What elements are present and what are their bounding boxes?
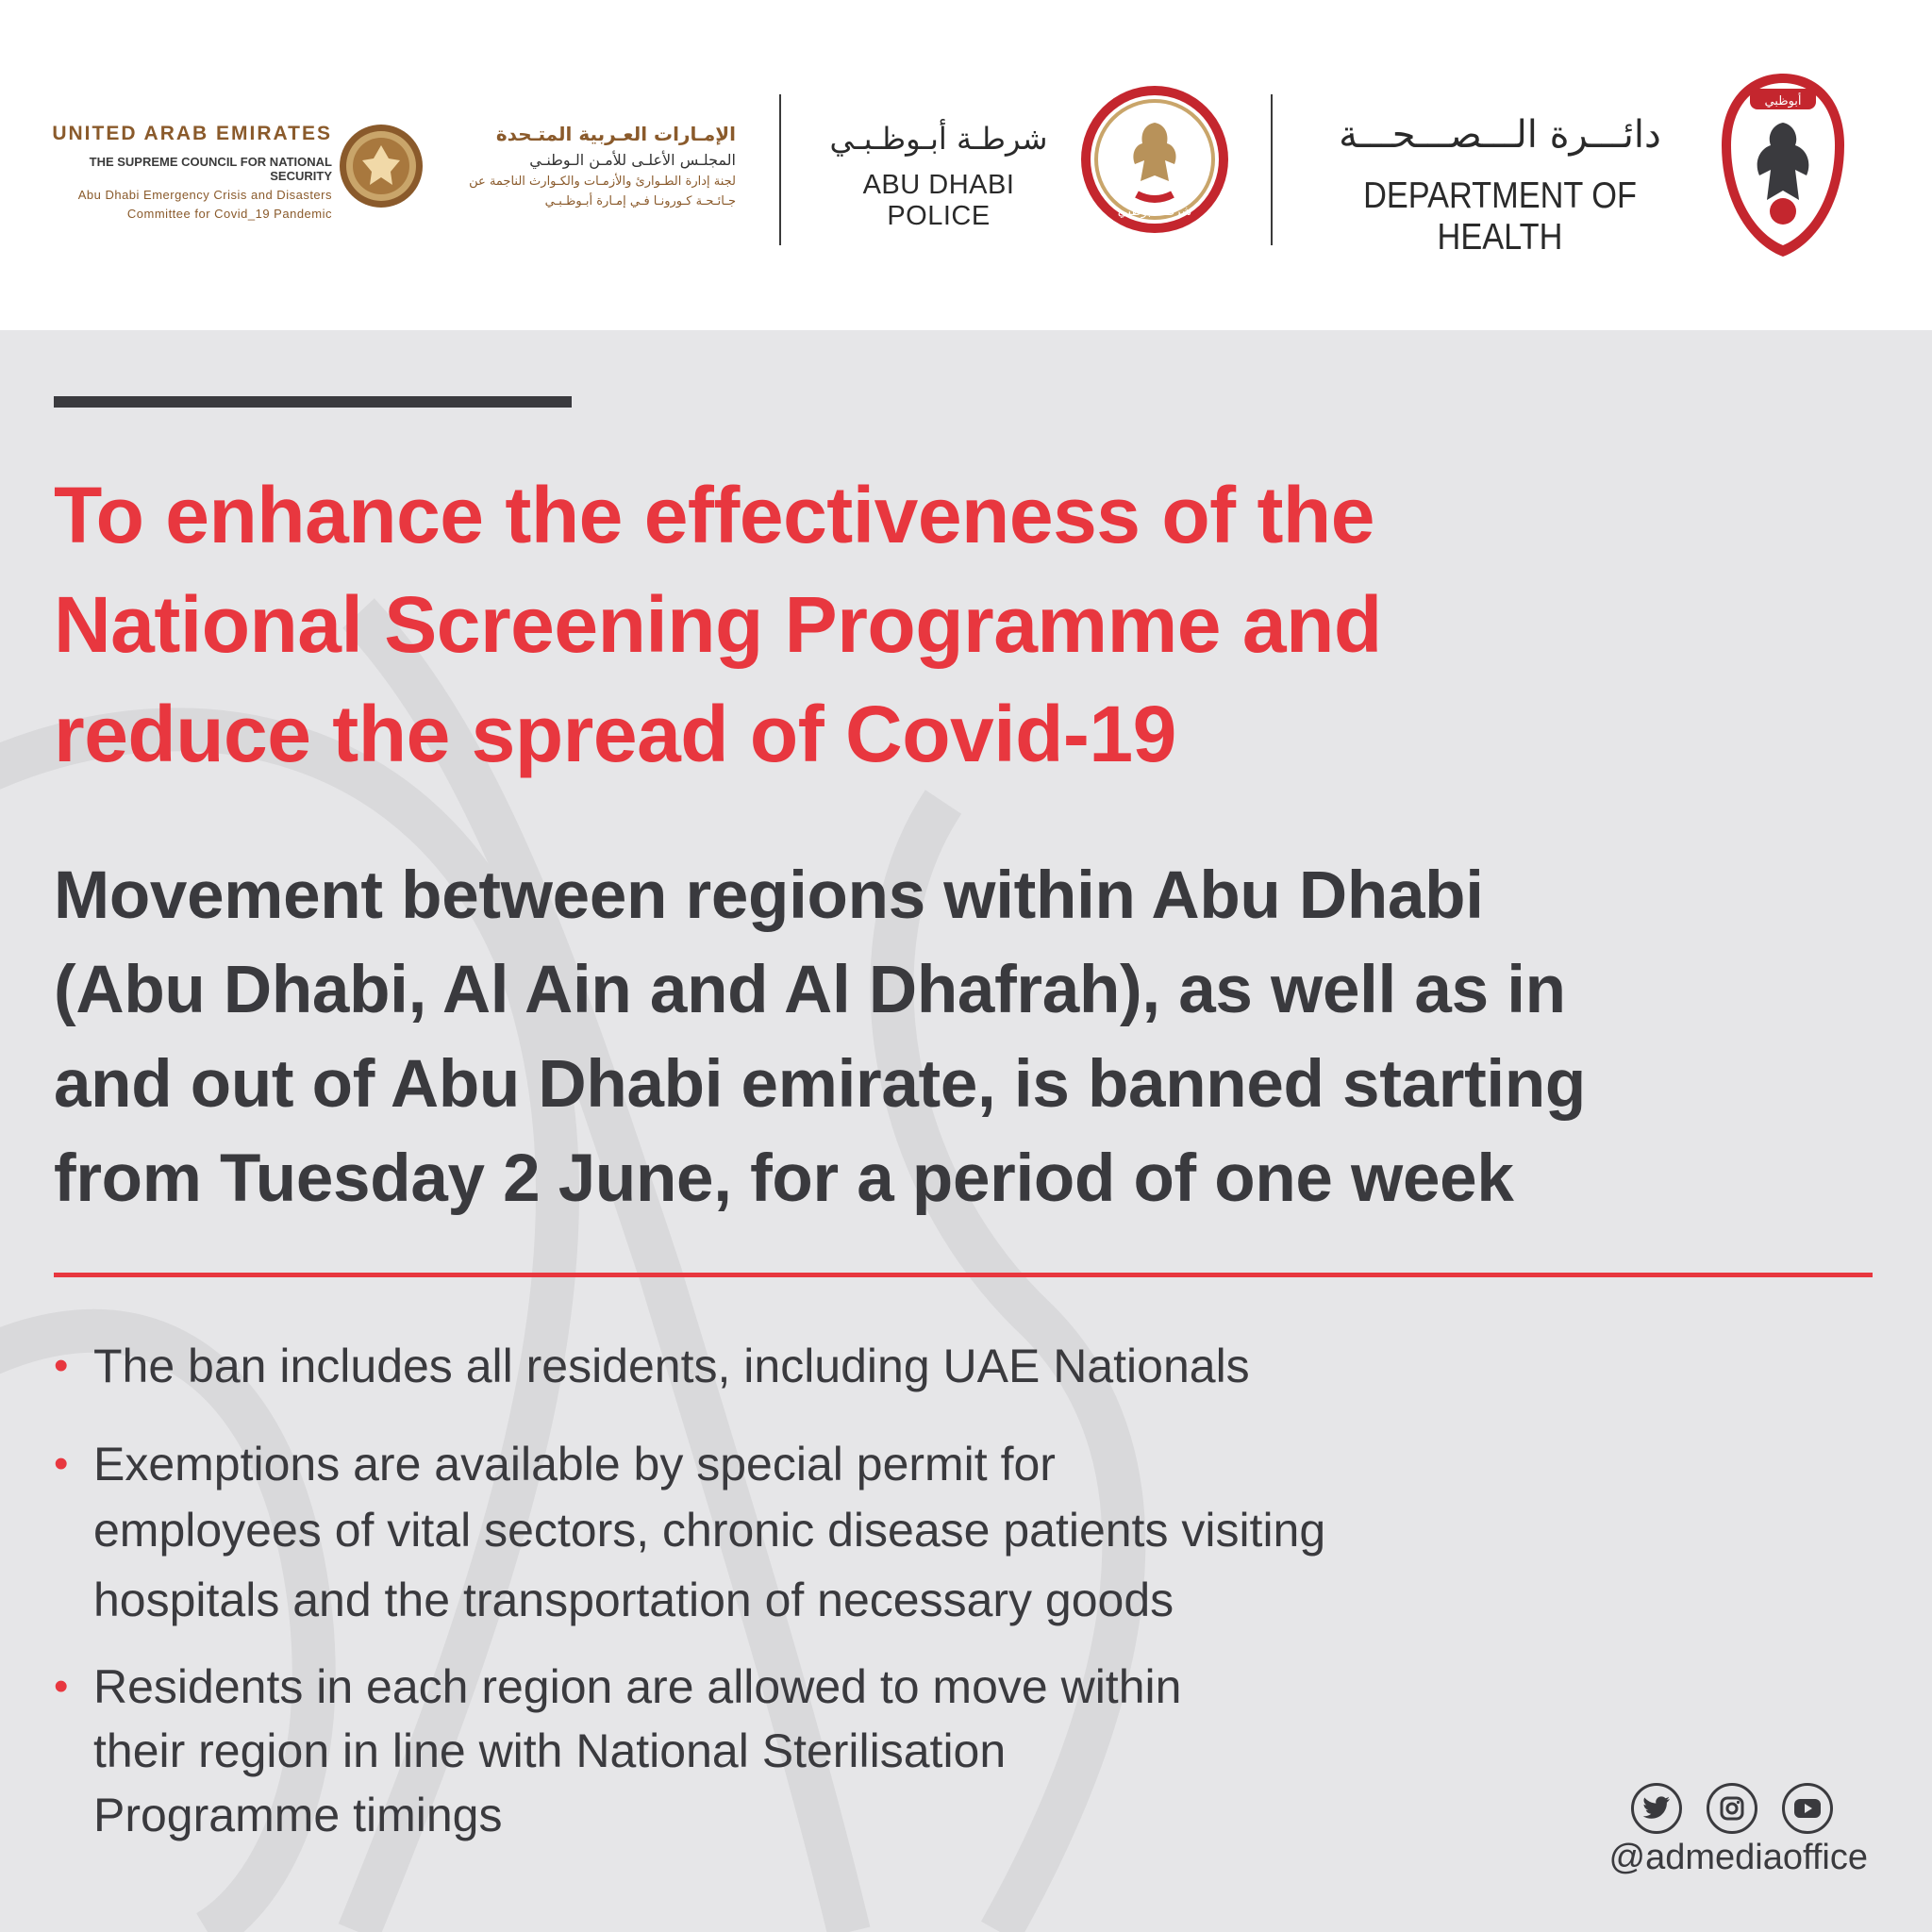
headline-line: National Screening Programme and (54, 580, 1382, 669)
announcement-text (54, 849, 1846, 1226)
headline-line: To enhance the effectiveness of the (54, 471, 1374, 559)
police-english-name: ABU DHABI POLICE (862, 170, 1015, 231)
bullet-item (54, 1655, 1752, 1847)
health-arabic-name: دائـــرة الـــصـــحـــة (1339, 113, 1661, 157)
instagram-icon[interactable] (1707, 1783, 1757, 1834)
bullet-text: hospitals and the transportation of necessary goods (93, 1574, 1174, 1626)
bullet-text: employees of vital sectors, chronic disease patients visiting (93, 1504, 1326, 1557)
health-emblem-text: أبوظبي (1764, 94, 1802, 108)
council-arabic-title: الإمـارات العـربية المتـحدة (495, 123, 736, 145)
announcement-line: Movement between regions within Abu Dhabi (54, 858, 1484, 933)
bullet-item (54, 1432, 1752, 1632)
council-arabic-line1: لجنة إدارة الطـوارئ والأزمـات والكـوارث الناجمة عن (469, 175, 736, 189)
youtube-icon[interactable] (1782, 1783, 1833, 1834)
council-arabic-subtitle: المجلـس الأعلـى للأمـن الـوطنـي (529, 151, 736, 169)
police-emblem-icon (1078, 83, 1231, 236)
council-title: UNITED ARAB EMIRATES (52, 123, 332, 144)
announcement-line: and out of Abu Dhabi emirate, is banned starting (54, 1047, 1586, 1122)
council-english-block (32, 123, 332, 221)
health-english-name: DEPARTMENT OF HEALTH (1363, 175, 1637, 258)
council-subtitle: THE SUPREME COUNCIL FOR NATIONAL SECURITY (89, 155, 332, 183)
bullet-text: Programme timings (93, 1789, 503, 1841)
bullet-dot: • (54, 1663, 69, 1709)
bullet-text: Exemptions are available by special permit for (93, 1438, 1056, 1491)
police-emblem-text: شرطة أبوظبي (1117, 205, 1192, 219)
announcement-line: (Abu Dhabi, Al Ain and Al Dhafrah), as well as in (54, 953, 1566, 1027)
header-divider (779, 94, 781, 245)
council-emblem-icon (338, 123, 425, 209)
section-divider (54, 1273, 1873, 1277)
bullet-dot: • (54, 1342, 69, 1389)
bullet-text: The ban includes all residents, including UAE Nationals (93, 1340, 1250, 1392)
top-accent-bar (54, 396, 572, 408)
social-handle[interactable]: @admediaoffice (1608, 1838, 1868, 1877)
header-bar (0, 0, 1932, 330)
abu-dhabi-emblem-icon (1712, 70, 1854, 260)
council-arabic-line2: جـائـحـة كـورونـا فـي إمـارة أبـوظـبـي (544, 194, 736, 208)
bullet-dot: • (54, 1441, 69, 1487)
bullet-item (54, 1334, 1752, 1398)
council-committee-line1: Abu Dhabi Emergency Crisis and Disasters (77, 188, 332, 202)
twitter-icon[interactable] (1631, 1783, 1682, 1834)
headline-line: reduce the spread of Covid-19 (54, 690, 1176, 778)
announcement-line: from Tuesday 2 June, for a period of one week (54, 1141, 1514, 1216)
headline (54, 460, 1752, 789)
bullet-text: Residents in each region are allowed to move within (93, 1660, 1182, 1713)
bullet-text: their region in line with National Sterilisation (93, 1724, 1007, 1777)
council-committee-line2: Committee for Covid_19 Pandemic (126, 207, 332, 221)
police-arabic-name: شرطـة أبـوظـبـي (829, 121, 1048, 157)
header-divider (1271, 94, 1273, 245)
council-arabic-block (429, 123, 736, 208)
